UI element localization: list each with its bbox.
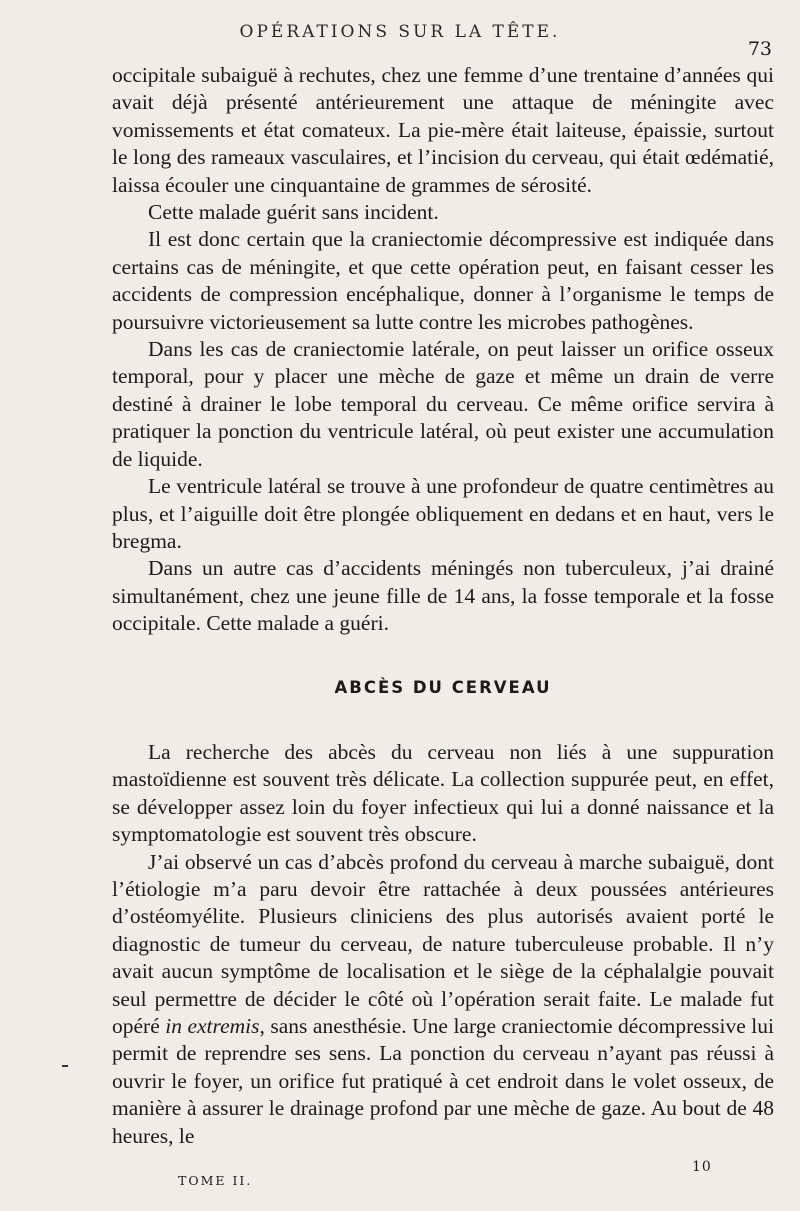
running-title: OPÉRATIONS SUR LA TÊTE.	[239, 22, 561, 42]
paragraph: Dans un autre cas d’accidents méningés non tuberculeux, j’ai drainé simultanément, chez une jeune fille de 14 ans, la fosse temporale et la fosse occipitale. Cette malade a guéri.	[112, 556, 774, 636]
page-number: 73	[747, 38, 772, 60]
paragraph: occipitale subaiguë à rechutes, chez une femme d’une trentaine d’années qui avait déjà présenté antérieurement une attaque de méningite avec vomissements et état comateux. La pie-mère était laiteuse, épaissie, surtout le long des rameaux vasculaires, et l’incision du cerveau, qui était œdématié, laissa écouler une cinquantaine de grammes de sérosité.	[112, 63, 774, 197]
section-heading: ABCÈS DU CERVEAU	[334, 677, 552, 697]
margin-mark	[62, 1065, 68, 1067]
paragraph: Il est donc certain que la craniectomie décompressive est indiquée dans certains cas de méningite, et que cette opération peut, en faisant cesser les accidents de compression encéphalique, donner à l’organisme le temps de poursuivre victorieusement sa lutte contre les microbes pathogènes.	[112, 227, 774, 334]
paragraph	[112, 849, 774, 1150]
signature-mark: 10	[692, 1159, 712, 1175]
paragraph-text: , sans anesthésie. Une large craniectomie décompressive lui permit de reprendre ses sens. La ponction du cerveau n’ayant pas réussi à ouvrir le foyer, un orifice fut pratiqué à cet endroit dans le volet osseux, de manière à assurer le drainage profond par une mèche de gaze. Au bout de 48 heures, le	[112, 1014, 774, 1148]
body-text	[112, 62, 774, 1150]
italic-phrase: in extremis	[165, 1014, 260, 1038]
paragraph: La recherche des abcès du cerveau non liés à une suppuration mastoïdienne est souvent très délicate. La collection suppurée peut, en effet, se développer assez loin du foyer infectieux qui lui a donné naissance et la symptomatologie est souvent très obscure.	[112, 739, 774, 847]
paragraph: Le ventricule latéral se trouve à une profondeur de quatre centimètres au plus, et l’aiguille doit être plongée obliquement en dedans et en haut, vers le bregma.	[112, 474, 774, 553]
paragraph: Cette malade guérit sans incident.	[148, 200, 439, 225]
paragraph: Dans les cas de craniectomie latérale, on peut laisser un orifice osseux temporal, pour y placer une mèche de gaze et même un drain de verre destiné à drainer le lobe temporal du cerveau. Ce même orifice servira à pratiquer la ponction du ventricule latéral, où peut exister une accumulation de liquide.	[112, 337, 774, 471]
volume-label: TOME II.	[178, 1173, 253, 1188]
paragraph-text: J’ai observé un cas d’abcès profond du cerveau à marche subaiguë, dont l’étiologie m’a paru devoir être rattachée à deux poussées antérieures d’ostéomyélite. Plusieurs cliniciens des plus autorisés avaient porté le diagnostic de tumeur du cerveau, de nature tuberculeuse probable. Il n’y avait aucun symptôme de localisation et le siège de la céphalalgie pouvait seul permettre de décider le côté où l’opération serait faite. Le malade fut opéré	[112, 849, 774, 1038]
